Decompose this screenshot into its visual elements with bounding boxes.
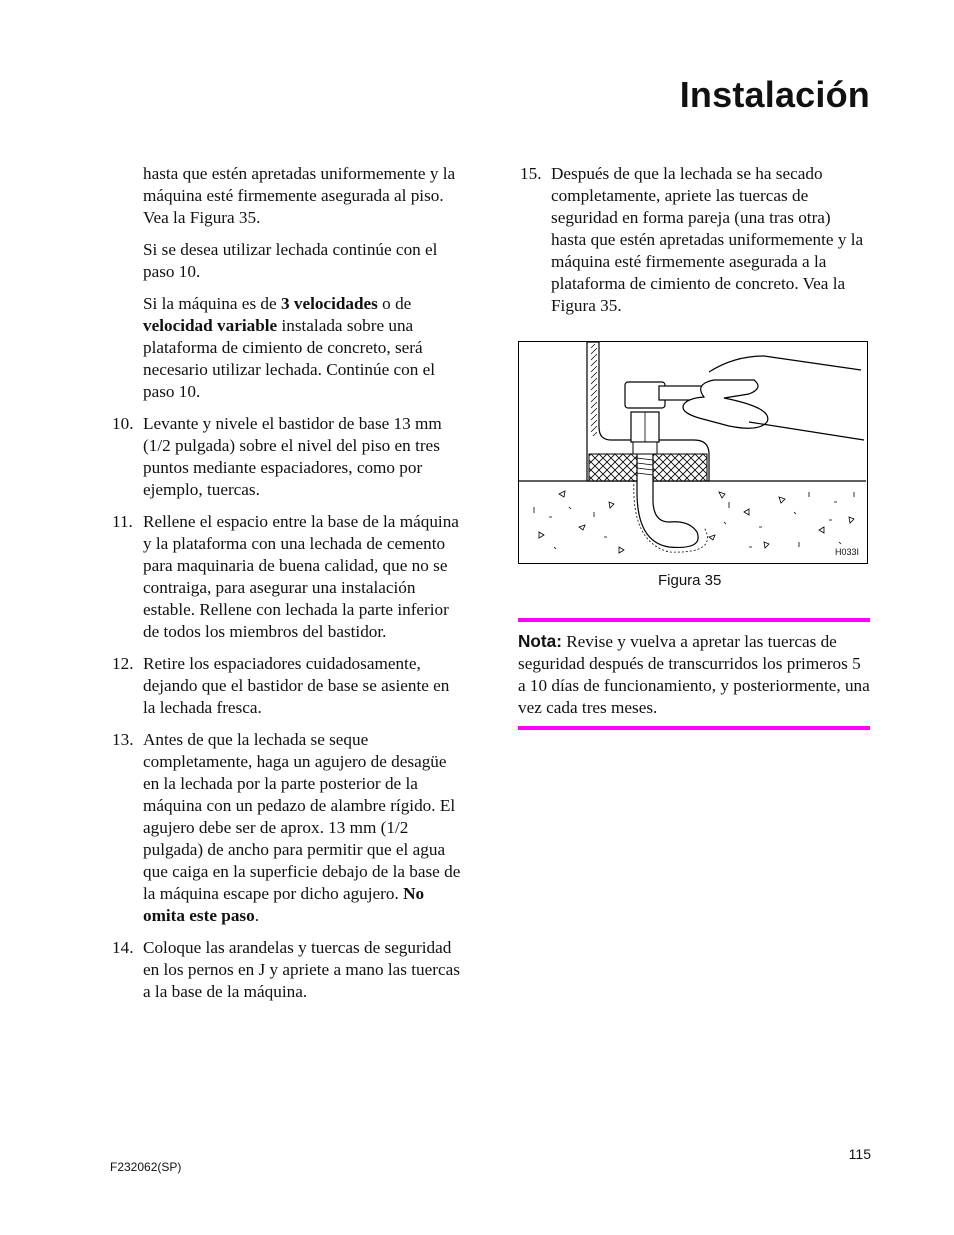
list-item	[110, 511, 462, 643]
figure-id: H033I	[834, 547, 859, 557]
text-run: Si la máquina es de	[143, 294, 281, 313]
item-number: 14.	[112, 938, 134, 957]
item-number: 11.	[112, 512, 133, 531]
paragraph: Si se desea utilizar lechada continúe con el paso 10.	[143, 240, 438, 281]
paragraph: hasta que estén apretadas uniformemente y la máquina esté firmemente asegurada al piso. Vea la Figura 35.	[143, 164, 456, 227]
text-run: o de	[377, 294, 412, 313]
item-text-tail: .	[254, 906, 259, 925]
right-column	[518, 163, 870, 327]
item-text: Antes de que la lechada se seque completamente, haga un agujero de desagüe en la lechada por la parte posterior de la máquina con un pedazo de alambre rígido. El agujero debe ser de aprox. 13 mm (1/2 pulgada) de ancho para permitir que el agua que caiga en la superficie debajo de la base de la máquina escape por dicho agujero.	[143, 730, 461, 903]
list-item	[110, 413, 462, 501]
item-number: 13.	[112, 730, 134, 749]
list-item	[110, 729, 462, 927]
paragraph	[143, 293, 462, 403]
page-number: 115	[848, 1146, 871, 1162]
document-code: F232062(SP)	[110, 1160, 182, 1174]
item-text: Retire los espaciadores cuidadosamente, dejando que el bastidor de base se asiente en la lechada fresca.	[143, 654, 450, 717]
item-text: Coloque las arandelas y tuercas de seguridad en los pernos en J y apriete a mano las tuercas a la base de la máquina.	[143, 938, 460, 1001]
item-number: 10.	[112, 414, 134, 433]
bold-text: No omita este paso	[143, 884, 425, 925]
note-box	[518, 630, 870, 719]
bold-text: 3 velocidades	[280, 294, 378, 313]
figure-caption: Figura 35	[658, 572, 722, 589]
figure-35-illustration	[518, 341, 868, 564]
note-top-rule	[518, 618, 870, 622]
note-label: Nota:	[518, 631, 562, 651]
item-number: 15.	[520, 164, 542, 183]
bold-text: velocidad variable	[143, 316, 278, 335]
item-text: Levante y nivele el bastidor de base 13 mm (1/2 pulgada) sobre el nivel del piso en tres puntos mediante espaciadores, como por ejemplo, tuercas.	[143, 414, 442, 499]
left-column	[110, 163, 462, 1013]
bolt-installation-drawing	[519, 342, 866, 562]
note-bottom-rule	[518, 726, 870, 730]
item-number: 12.	[112, 654, 134, 673]
list-item	[110, 937, 462, 1003]
hand	[683, 356, 864, 440]
item-text: Después de que la lechada se ha secado completamente, apriete las tuercas de seguridad en forma pareja (una tras otra) hasta que estén apretadas uniformemente y la máquina esté firmemente asegurada a la plataforma de cimiento de concreto. Vea la Figura 35.	[551, 164, 864, 315]
list-item	[518, 163, 870, 317]
list-item	[110, 653, 462, 719]
text-run: instalada sobre una plataforma de cimiento de concreto, será necesario utilizar lechada. Continúe con el paso 10.	[143, 316, 436, 401]
item-text: Rellene el espacio entre la base de la máquina y la plataforma con una lechada de cemento para maquinaria de buena calidad, que no se contraiga, para asegurar una instalación estable. Rellene con lechada la parte inferior de todos los miembros del bastidor.	[143, 512, 459, 641]
page-title: Instalación	[679, 74, 870, 115]
note-text: Revise y vuelva a apretar las tuercas de seguridad después de transcurridos los primeros 5 a 10 días de funcionamiento, y posteriormente, una vez cada tres meses.	[518, 632, 870, 717]
